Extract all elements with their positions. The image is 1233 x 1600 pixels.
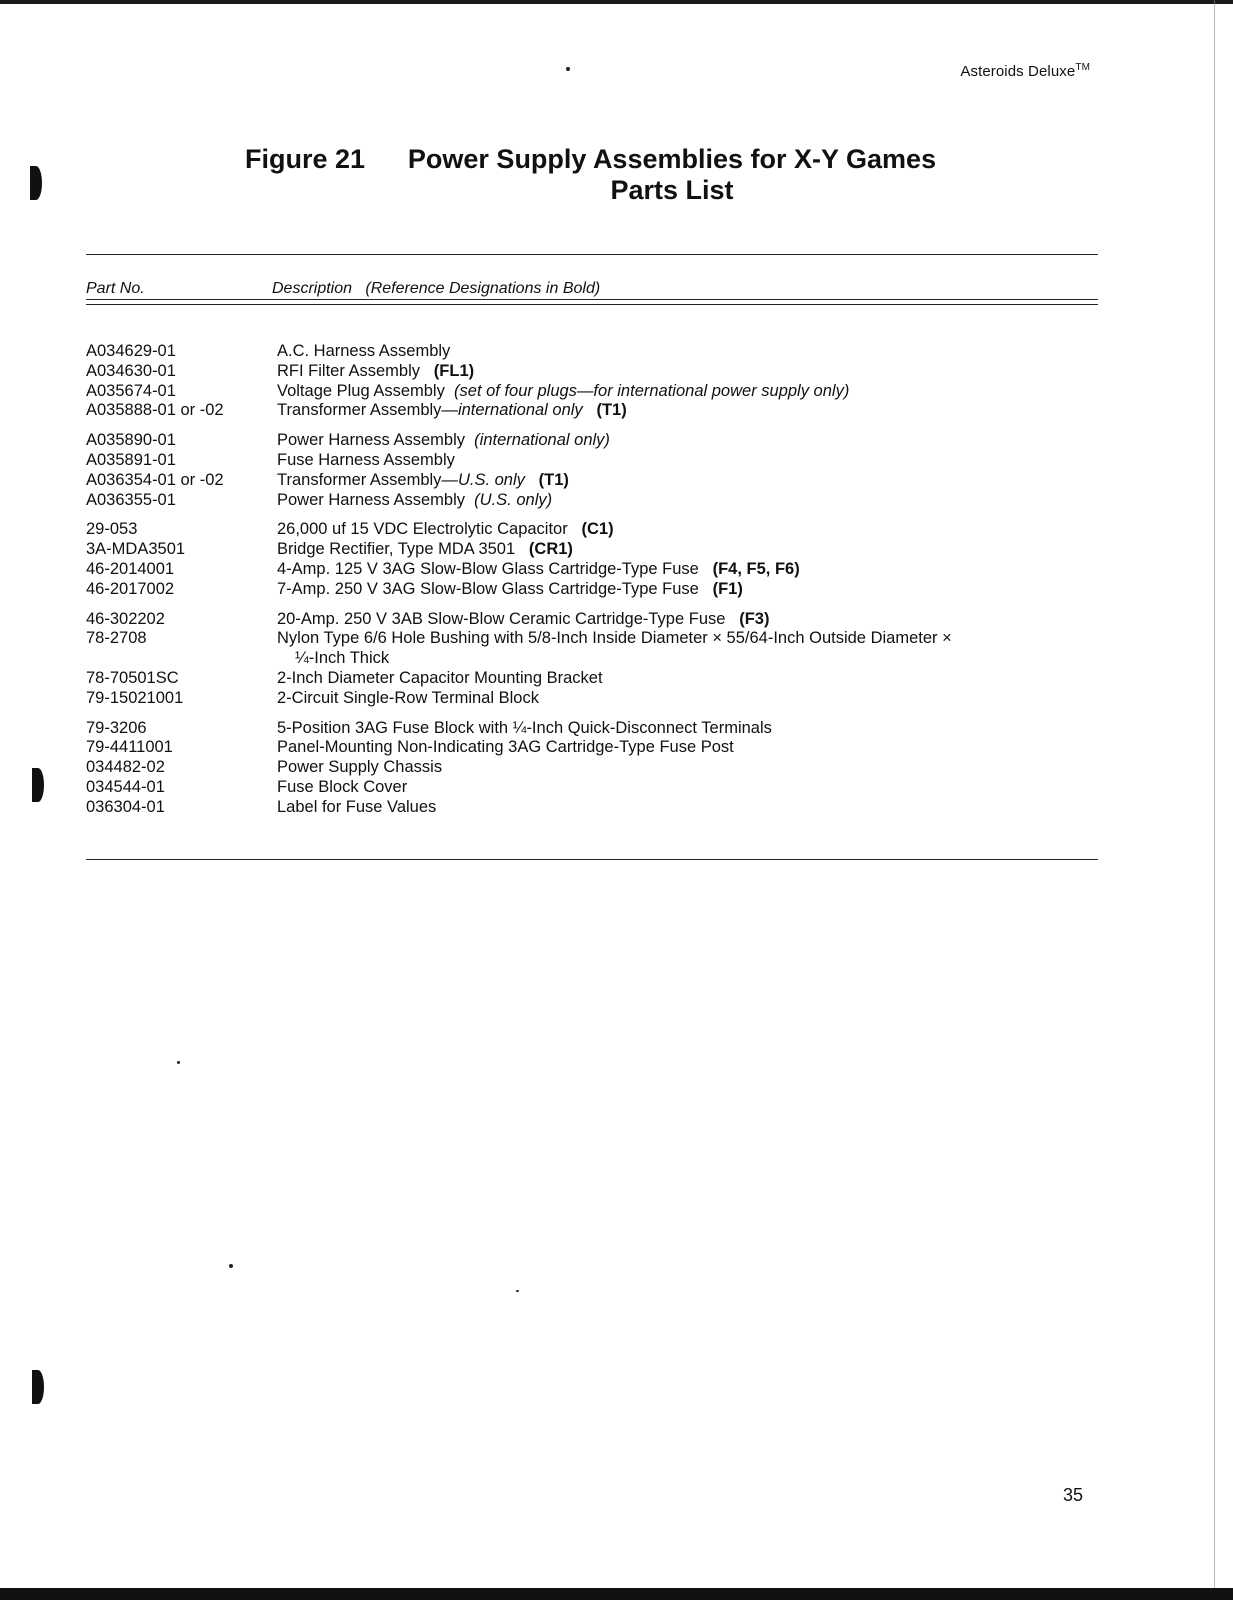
- part-row: [86, 471, 1098, 491]
- page-right-edge: [1214, 0, 1215, 1590]
- description-text: Power Harness Assembly: [277, 431, 465, 450]
- reference-designation: (T1): [596, 401, 627, 420]
- part-row: [86, 401, 1098, 421]
- description-note: international only: [457, 401, 583, 420]
- header-double-rule-upper: [86, 299, 1098, 300]
- column-header-description-label: Description: [272, 280, 353, 297]
- part-row: [86, 610, 1098, 630]
- parts-group: [86, 610, 1098, 709]
- part-number: A035891-01: [86, 450, 176, 469]
- reference-designation: (F4, F5, F6): [712, 559, 800, 578]
- description-text: Transformer Assembly—: [277, 401, 458, 420]
- description-text: Transformer Assembly—: [277, 470, 458, 489]
- part-number: A035674-01: [86, 381, 176, 400]
- reference-designation: (F1): [712, 579, 743, 598]
- running-header-title: Asteroids Deluxe: [960, 63, 1076, 80]
- description-text: 5-Position 3AG Fuse Block with ¼-Inch Quick-Disconnect Terminals: [277, 718, 772, 737]
- part-row: [86, 491, 1098, 511]
- description-text: Power Harness Assembly: [277, 490, 465, 509]
- description-text: Voltage Plug Assembly: [277, 381, 445, 400]
- description-text: A.C. Harness Assembly: [277, 342, 451, 360]
- part-row: [86, 362, 1098, 382]
- part-row: [86, 520, 1098, 540]
- part-description: [277, 451, 1098, 471]
- part-description: [277, 401, 1098, 421]
- part-number: A036354-01 or -02: [86, 470, 224, 489]
- figure-label: Figure 21: [245, 144, 366, 174]
- part-number: A035888-01 or -02: [86, 401, 224, 420]
- column-header-part-no: Part No.: [86, 280, 145, 297]
- column-header-description-note: (Reference Designations in Bold): [365, 280, 601, 297]
- binder-hole-mark: [32, 1370, 44, 1404]
- description-text: Power Supply Chassis: [277, 758, 443, 777]
- part-description: [277, 689, 1098, 709]
- part-number: 034544-01: [86, 777, 165, 796]
- part-row: [86, 342, 1098, 362]
- part-number: 79-15021001: [86, 688, 184, 707]
- part-row: [86, 778, 1098, 798]
- dust-speck: [566, 67, 570, 71]
- part-description: [277, 382, 1098, 402]
- description-text: Label for Fuse Values: [277, 797, 437, 816]
- part-row: [86, 580, 1098, 600]
- part-number: 29-053: [86, 520, 138, 539]
- figure-title-line-2: Parts List: [610, 175, 734, 205]
- part-row: [86, 431, 1098, 451]
- part-description: [277, 669, 1098, 689]
- parts-group: [86, 431, 1098, 510]
- page-number: 35: [1063, 1485, 1084, 1505]
- column-header-description: [272, 280, 600, 298]
- part-description: [277, 580, 1098, 600]
- reference-designation: (CR1): [528, 540, 573, 559]
- running-header: [960, 62, 1090, 80]
- figure-title-line-1: Power Supply Assemblies for X-Y Games: [407, 144, 937, 174]
- part-number: 034482-02: [86, 758, 165, 777]
- table-bottom-rule: [86, 859, 1098, 860]
- description-text: 7-Amp. 250 V 3AG Slow-Blow Glass Cartridge-Type Fuse: [277, 579, 699, 598]
- reference-designation: (FL1): [433, 361, 475, 380]
- part-description: [277, 520, 1098, 540]
- reference-designation: (C1): [581, 520, 614, 539]
- description-text: 4-Amp. 125 V 3AG Slow-Blow Glass Cartridge-Type Fuse: [277, 559, 699, 578]
- part-number: A036355-01: [86, 490, 176, 509]
- parts-group: [86, 719, 1098, 818]
- description-continuation: ¼-Inch Thick: [295, 649, 390, 668]
- binder-hole-mark: [30, 166, 42, 200]
- part-number: 3A-MDA3501: [86, 540, 186, 559]
- description-note: (set of four plugs—for international power supply only): [454, 381, 850, 400]
- trademark-mark: TM: [1075, 62, 1090, 73]
- part-number: A034629-01: [86, 342, 176, 360]
- part-row: [86, 689, 1098, 709]
- dust-speck: [229, 1264, 233, 1268]
- dust-speck: [177, 1061, 180, 1064]
- part-row: [86, 629, 1098, 669]
- part-row: [86, 738, 1098, 758]
- part-number: 46-2017002: [86, 579, 175, 598]
- description-note: (U.S. only): [474, 490, 553, 509]
- part-number: 036304-01: [86, 797, 165, 816]
- part-row: [86, 798, 1098, 818]
- part-row: [86, 719, 1098, 739]
- part-row: [86, 540, 1098, 560]
- description-note: U.S. only: [457, 470, 525, 489]
- part-row: [86, 382, 1098, 402]
- part-description: [277, 491, 1098, 511]
- description-text: Fuse Harness Assembly: [277, 450, 455, 469]
- description-text: RFI Filter Assembly: [277, 361, 421, 380]
- part-description: [277, 778, 1098, 798]
- part-row: [86, 669, 1098, 689]
- description-text: 20-Amp. 250 V 3AB Slow-Blow Ceramic Cartridge-Type Fuse: [277, 609, 726, 628]
- part-description: [277, 560, 1098, 580]
- part-number: 78-70501SC: [86, 668, 179, 687]
- part-row: [86, 758, 1098, 778]
- part-description: [277, 738, 1098, 758]
- description-note: (international only): [474, 431, 610, 450]
- description-text: Fuse Block Cover: [277, 777, 408, 796]
- part-number: 78-2708: [86, 629, 147, 648]
- part-row: [86, 560, 1098, 580]
- description-text: Nylon Type 6/6 Hole Bushing with 5/8-Inch Inside Diameter × 55/64-Inch Outside Diameter ×: [277, 629, 952, 648]
- part-number: 79-3206: [86, 718, 147, 737]
- reference-designation: (T1): [538, 470, 569, 489]
- dust-speck: [516, 1290, 519, 1292]
- description-text: 26,000 uf 15 VDC Electrolytic Capacitor: [277, 520, 568, 539]
- parts-list: [86, 342, 1098, 828]
- part-number: 79-4411001: [86, 738, 173, 757]
- part-number: 46-2014001: [86, 559, 175, 578]
- description-text: 2-Inch Diameter Capacitor Mounting Bracket: [277, 668, 603, 687]
- part-number: A034630-01: [86, 361, 176, 380]
- part-description: [277, 610, 1098, 630]
- part-description: [277, 758, 1098, 778]
- part-description: [277, 629, 1098, 669]
- description-text: Bridge Rectifier, Type MDA 3501: [277, 540, 516, 559]
- part-description: [277, 540, 1098, 560]
- parts-group: [86, 342, 1098, 421]
- figure-heading: [402, 144, 942, 206]
- part-description: [277, 471, 1098, 491]
- description-text: 2-Circuit Single-Row Terminal Block: [277, 688, 539, 707]
- part-number: 46-302202: [86, 609, 165, 628]
- table-top-rule: [86, 254, 1098, 255]
- binder-hole-mark: [32, 768, 44, 802]
- header-double-rule-lower: [86, 304, 1098, 305]
- part-description: [277, 431, 1098, 451]
- page-top-edge: [0, 0, 1233, 4]
- part-description: [277, 719, 1098, 739]
- part-description: [277, 362, 1098, 382]
- part-number: A035890-01: [86, 431, 176, 450]
- page-bottom-edge: [0, 1588, 1233, 1600]
- reference-designation: (F3): [739, 609, 770, 628]
- part-description: [277, 342, 1098, 362]
- description-text: Panel-Mounting Non-Indicating 3AG Cartridge-Type Fuse Post: [277, 738, 734, 757]
- part-description: [277, 798, 1098, 818]
- part-row: [86, 451, 1098, 471]
- parts-group: [86, 520, 1098, 599]
